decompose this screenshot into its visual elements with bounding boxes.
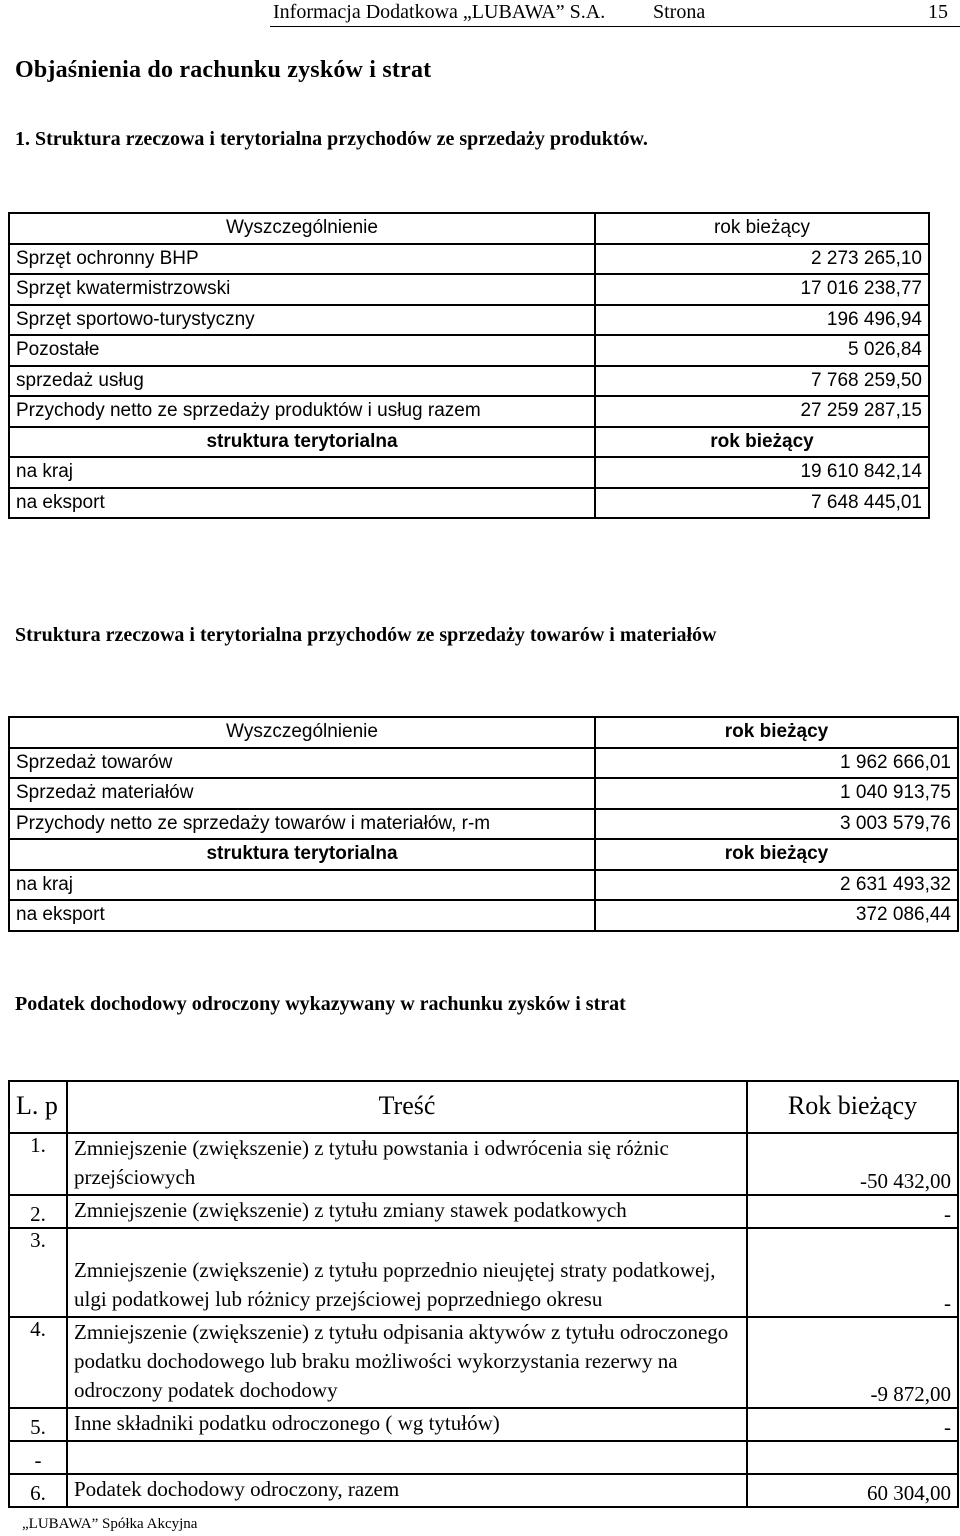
table-row — [9, 778, 958, 809]
row-value: 60 304,00 — [747, 1474, 958, 1507]
row-value: 1 040 913,75 — [595, 778, 958, 809]
table-row — [9, 809, 958, 840]
column-header: Wyszczególnienie — [9, 213, 595, 244]
column-header: Treść — [67, 1081, 747, 1133]
column-header: Rok bieżący — [747, 1081, 958, 1133]
row-value: 7 648 445,01 — [595, 488, 929, 519]
header-page-label: Strona — [653, 1, 706, 23]
table-row — [9, 900, 958, 931]
table-row — [9, 1408, 958, 1441]
column-header: rok bieżący — [595, 717, 958, 748]
row-label: Sprzedaż materiałów — [9, 778, 595, 809]
row-value: 3 003 579,76 — [595, 809, 958, 840]
row-number: 3. — [9, 1228, 67, 1317]
table-row — [9, 1474, 958, 1507]
row-text: Zmniejszenie (zwiększenie) z tytułu zmiany stawek podatkowych — [67, 1195, 747, 1228]
table-row — [9, 366, 929, 397]
row-label: Sprzęt sportowo-turystyczny — [9, 305, 595, 336]
table-row — [9, 1317, 958, 1408]
row-text: Zmniejszenie (zwiększenie) z tytułu powstania i odwrócenia się różnic przejściowych — [67, 1133, 747, 1195]
row-text: Zmniejszenie (zwiększenie) z tytułu odpisania aktywów z tytułu odroczonego podatku dochodowego lub braku możliwości wykorzystania rezerwy na odroczony podatek dochodowy — [67, 1317, 747, 1408]
page-header — [270, 0, 960, 27]
row-value: 7 768 259,50 — [595, 366, 929, 397]
goods-revenue-table — [8, 716, 959, 932]
table-row — [9, 335, 929, 366]
table-row — [9, 305, 929, 336]
table-row — [9, 748, 958, 779]
row-text: Podatek dochodowy odroczony, razem — [67, 1474, 747, 1507]
page-title: Objaśnienia do rachunku zysków i strat — [15, 57, 432, 83]
row-value: -50 432,00 — [747, 1133, 958, 1195]
row-value: 2 273 265,10 — [595, 244, 929, 275]
table-subheader-row — [9, 427, 929, 458]
column-header: Wyszczególnienie — [9, 717, 595, 748]
row-label: Przychody netto ze sprzedaży towarów i materiałów, r-m — [9, 809, 595, 840]
row-value: - — [747, 1228, 958, 1317]
table-header-row — [9, 213, 929, 244]
subheader-label: struktura terytorialna — [9, 839, 595, 870]
row-value: 1 962 666,01 — [595, 748, 958, 779]
row-value — [747, 1441, 958, 1474]
table-header-row — [9, 1081, 958, 1133]
row-label: Sprzęt kwatermistrzowski — [9, 274, 595, 305]
table-row — [9, 1228, 958, 1317]
row-number: 6. — [9, 1474, 67, 1507]
table-row — [9, 1195, 958, 1228]
row-value: 17 016 238,77 — [595, 274, 929, 305]
table-row — [9, 1441, 958, 1474]
table-row — [9, 274, 929, 305]
header-page-number: 15 — [928, 1, 948, 23]
row-value: 2 631 493,32 — [595, 870, 958, 901]
row-label: na eksport — [9, 488, 595, 519]
section2-title: Struktura rzeczowa i terytorialna przychodów ze sprzedaży towarów i materiałów — [15, 624, 717, 646]
subheader-label: rok bieżący — [595, 427, 929, 458]
row-label: na kraj — [9, 457, 595, 488]
row-value: 19 610 842,14 — [595, 457, 929, 488]
row-number: - — [9, 1441, 67, 1474]
row-number: 4. — [9, 1317, 67, 1408]
row-value: - — [747, 1195, 958, 1228]
page-footer: „LUBAWA” Spółka Akcyjna — [22, 1516, 198, 1532]
table-header-row — [9, 717, 958, 748]
row-text — [67, 1441, 747, 1474]
deferred-tax-table — [8, 1080, 959, 1508]
table-row — [9, 244, 929, 275]
row-value: 372 086,44 — [595, 900, 958, 931]
section1-title: 1. Struktura rzeczowa i terytorialna przychodów ze sprzedaży produktów. — [15, 128, 648, 150]
row-label: Sprzedaż towarów — [9, 748, 595, 779]
row-value: 196 496,94 — [595, 305, 929, 336]
row-label: na eksport — [9, 900, 595, 931]
row-value: - — [747, 1408, 958, 1441]
column-header: L. p — [9, 1081, 67, 1133]
table-subheader-row — [9, 839, 958, 870]
row-text: Zmniejszenie (zwiększenie) z tytułu poprzednio nieujętej straty podatkowej, ulgi podatkowej lub różnicy przejściowej poprzedniego okresu — [67, 1228, 747, 1317]
subheader-label: struktura terytorialna — [9, 427, 595, 458]
row-number: 1. — [9, 1133, 67, 1195]
row-number: 2. — [9, 1195, 67, 1228]
row-label: na kraj — [9, 870, 595, 901]
row-label: sprzedaż usług — [9, 366, 595, 397]
row-text: Inne składniki podatku odroczonego ( wg tytułów) — [67, 1408, 747, 1441]
row-number: 5. — [9, 1408, 67, 1441]
table-row — [9, 457, 929, 488]
section3-title: Podatek dochodowy odroczony wykazywany w rachunku zysków i strat — [15, 993, 626, 1015]
row-value: -9 872,00 — [747, 1317, 958, 1408]
table-row — [9, 1133, 958, 1195]
row-label: Sprzęt ochronny BHP — [9, 244, 595, 275]
column-header: rok bieżący — [595, 213, 929, 244]
row-value: 5 026,84 — [595, 335, 929, 366]
header-document-title: Informacja Dodatkowa „LUBAWA” S.A. — [273, 1, 606, 23]
row-label: Pozostałe — [9, 335, 595, 366]
table-row — [9, 488, 929, 519]
products-revenue-table — [8, 212, 930, 519]
row-label: Przychody netto ze sprzedaży produktów i usług razem — [9, 396, 595, 427]
subheader-label: rok bieżący — [595, 839, 958, 870]
table-row — [9, 870, 958, 901]
table-row — [9, 396, 929, 427]
row-value: 27 259 287,15 — [595, 396, 929, 427]
